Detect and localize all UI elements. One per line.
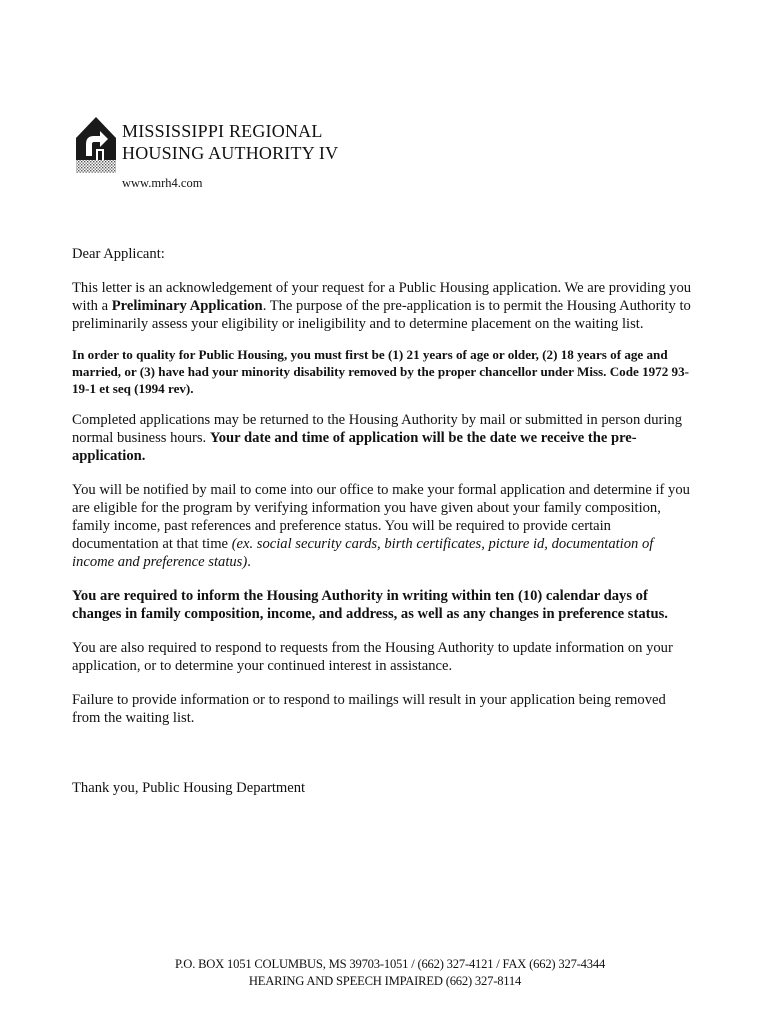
organization-name-line2: HOUSING AUTHORITY IV — [122, 143, 339, 163]
completed-applications-paragraph — [72, 411, 692, 465]
application-date-emphasis: Your date and time of application will be the date we receive the pre-application. — [72, 430, 637, 464]
footer-tty-line: HEARING AND SPEECH IMPAIRED (662) 327-8114 — [248, 974, 522, 988]
reporting-requirement-paragraph: You are required to inform the Housing Authority in writing within ten (10) calendar days of changes in family composition, income, and address, as well as any changes in preference status. — [72, 588, 668, 622]
organization-name — [122, 120, 338, 164]
intro-text: This letter is an acknowledgement of your request for a Public Housing application. We are providing you with a — [72, 280, 692, 314]
house-arrow-logo-icon — [75, 116, 117, 174]
letterhead — [75, 116, 475, 196]
notification-text: You will be notified by mail to come into our office to make your formal application and determine if you are eligible for the program by verifying information you have given about your family composition, family income, past references and preference status. You will be required to provide certain documentation at that time — [72, 482, 690, 552]
footer-contact — [0, 956, 770, 990]
notification-text-end: . — [247, 554, 251, 570]
notification-paragraph — [72, 481, 692, 571]
respond-requirement-paragraph: You are also required to respond to requests from the Housing Authority to update information on your application, or to determine your continued interest in assistance. — [72, 640, 673, 674]
organization-name-line1: MISSISSIPPI REGIONAL — [122, 121, 323, 141]
salutation: Dear Applicant: — [72, 246, 165, 262]
failure-warning-paragraph: Failure to provide information or to respond to mailings will result in your application being removed from the waiting list. — [72, 692, 666, 726]
preliminary-application-emphasis: Preliminary Application — [111, 298, 263, 314]
closing-signature: Thank you, Public Housing Department — [72, 780, 306, 796]
qualification-paragraph: In order to quality for Public Housing, you must first be (1) 21 years of age or older, (2) 18 years of age and married, or (3) have had your minority disability removed by the proper chancellor under Miss. Code 1972 93-19-1 et seq (1994 rev). — [72, 347, 689, 396]
completed-text: Completed applications may be returned to the Housing Authority by mail or submitted in person during normal business hours. — [72, 412, 683, 446]
documentation-examples: (ex. social security cards, birth certificates, picture id, documentation of income and preference status) — [72, 536, 654, 570]
footer-address-line: P.O. BOX 1051 COLUMBUS, MS 39703-1051 / (662) 327-4121 / FAX (662) 327-4344 — [174, 957, 606, 971]
organization-website[interactable]: www.mrh4.com — [122, 176, 203, 190]
intro-paragraph — [72, 279, 692, 333]
intro-text-continued: . The purpose of the pre-application is to permit the Housing Authority to preliminarily assess your eligibility or ineligibility and to determine placement on the waiting list. — [72, 298, 691, 332]
letter-body — [72, 245, 692, 797]
